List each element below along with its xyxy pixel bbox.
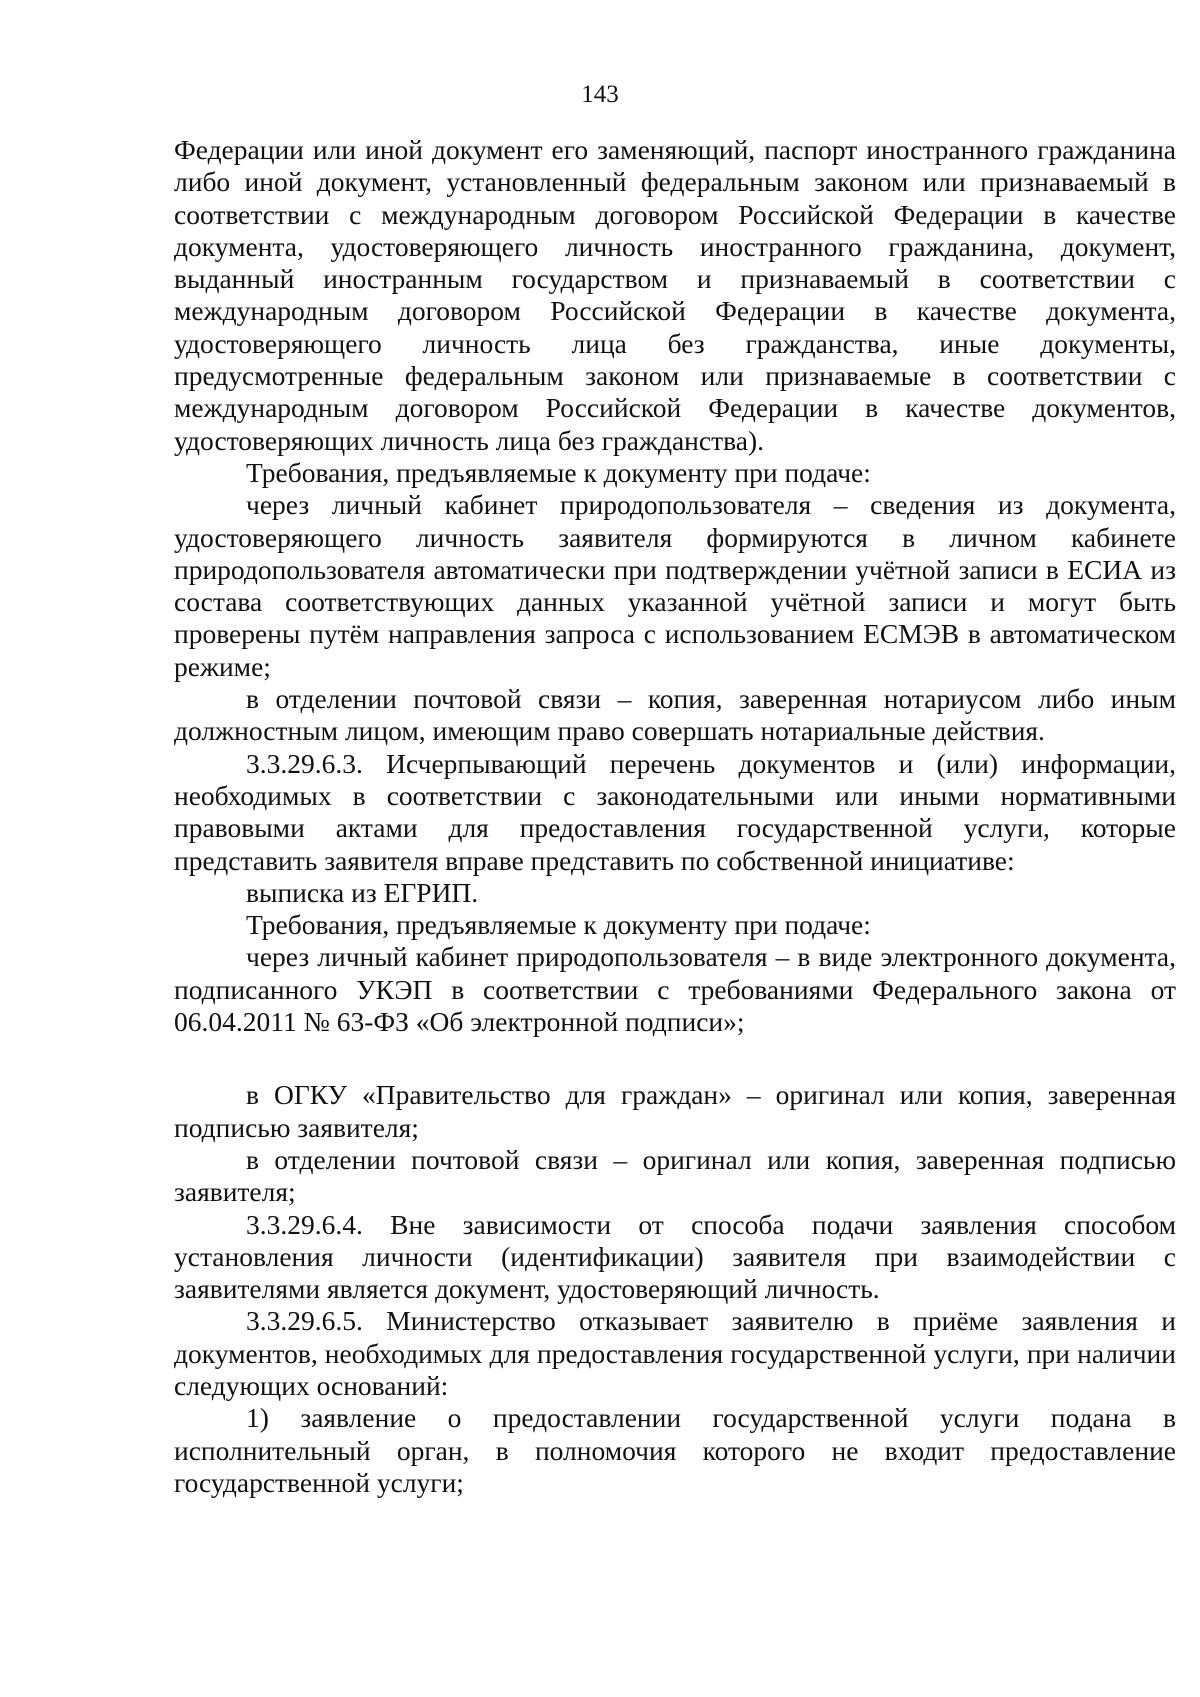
page-number: 143	[581, 81, 619, 108]
paragraph: в отделении почтовой связи – копия, заверенная нотариусом либо иным должностным лицом, имеющим право совершать нотариальные действия.	[174, 683, 1176, 747]
paragraph: Требования, предъявляемые к документу при подаче:	[246, 456, 871, 488]
paragraph: 3.3.29.6.5. Министерство отказывает заявителю в приёме заявления и документов, необходимых для предоставления государственной услуги, при наличии следующих оснований:	[174, 1305, 1176, 1401]
paragraph: Федерации или иной документ его заменяющий, паспорт иностранного гражданина либо иной документ, установленный федеральным законом или признаваемый в соответствии с международным договором Российской Федерации в качестве документа, удостоверяющего личность иностранного гражданина, документ, выданный иностранным государством и признаваемый в соответствии с международным договором Российской Федерации в качестве документа, удостоверяющего личность лица без гражданства, иные документы, предусмотренные федеральным законом или признаваемые в соответствии с международным договором Российской Федерации в качестве документов, удостоверяющих личность лица без гражданства).	[174, 134, 1176, 456]
paragraph: Требования, предъявляемые к документу при подаче:	[246, 909, 871, 941]
paragraph: в отделении почтовой связи – оригинал или копия, заверенная подписью заявителя;	[174, 1143, 1176, 1208]
paragraph: через личный кабинет природопользователя – сведения из документа, удостоверяющего личность заявителя формируются в личном кабинете природопользователя автоматически при подтверждении учётной записи в ЕСИА из состава соответствующих данных указанной учётной записи и могут быть проверены путём направления запроса с использованием ЕСМЭВ в автоматическом режиме;	[174, 489, 1176, 682]
paragraph: 1) заявление о предоставлении государственной услуги подана в исполнительный орган, в полномочия которого не входит предоставление государственной услуги;	[174, 1402, 1176, 1498]
paragraph: 3.3.29.6.4. Вне зависимости от способа подачи заявления способом установления личности (идентификации) заявителя при взаимодействии с заявителями является документ, удостоверяющий личность.	[174, 1208, 1176, 1305]
paragraph: через личный кабинет природопользователя – в виде электронного документа, подписанного УКЭП в соответствии с требованиями Федерального закона от 06.04.2011 № 63-ФЗ «Об электронной подписи»;	[174, 941, 1176, 1038]
document-body	[174, 134, 1176, 1499]
paragraph: выписка из ЕГРИП.	[246, 876, 479, 908]
paragraph: 3.3.29.6.3. Исчерпывающий перечень документов и (или) информации, необходимых в соответствии с законодательными или иными нормативными правовыми актами для предоставления государственной услуги, которые представить заявителя вправе представить по собственной инициативе:	[174, 747, 1176, 876]
paragraph: в ОГКУ «Правительство для граждан» – оригинал или копия, заверенная подписью заявителя;	[174, 1079, 1176, 1143]
